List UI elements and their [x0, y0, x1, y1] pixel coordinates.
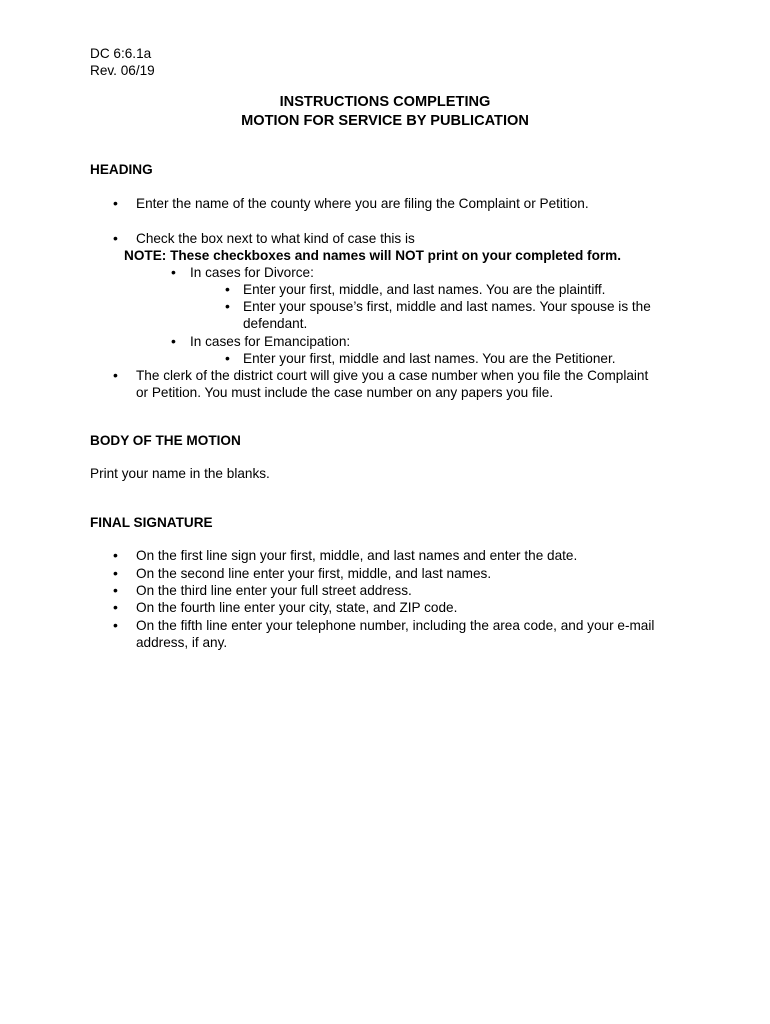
title-line-2: MOTION FOR SERVICE BY PUBLICATION: [241, 113, 529, 129]
section-signature-title: FINAL SIGNATURE: [90, 515, 213, 530]
title-line-1: INSTRUCTIONS COMPLETING: [279, 94, 491, 110]
divorce-label: In cases for Divorce:: [190, 265, 314, 280]
signature-item-fourth-line: On the fourth line enter your city, state, and ZIP code.: [136, 600, 458, 615]
signature-item-fifth-line-1: On the fifth line enter your telephone number, including the area code, and your e-mail: [136, 618, 655, 633]
form-code-block: [90, 45, 155, 79]
case-number-line-2: or Petition. You must include the case number on any papers you file.: [136, 385, 554, 400]
bullet-icon: •: [113, 599, 118, 615]
bullet-icon: •: [171, 333, 176, 349]
heading-item-case-type: Check the box next to what kind of case this is: [136, 231, 415, 246]
bullet-icon: •: [113, 582, 118, 598]
bullet-icon: •: [225, 281, 230, 297]
signature-item-second-line: On the second line enter your first, middle, and last names.: [136, 566, 492, 581]
bullet-icon: •: [225, 350, 230, 366]
divorce-item-plaintiff: Enter your first, middle, and last names. You are the plaintiff.: [243, 282, 606, 297]
revision-date: Rev. 06/19: [90, 63, 155, 78]
heading-item-county: Enter the name of the county where you are filing the Complaint or Petition.: [136, 196, 589, 211]
divorce-item-defendant-line-1: Enter your spouse’s first, middle and last names. Your spouse is the: [243, 299, 651, 314]
bullet-icon: •: [113, 367, 118, 383]
form-code: DC 6:6.1a: [90, 46, 152, 61]
divorce-item-defendant-line-2: defendant.: [243, 316, 308, 331]
bullet-icon: •: [113, 547, 118, 563]
note-text: NOTE: These checkboxes and names will NOT print on your completed form.: [124, 248, 622, 263]
bullet-icon: •: [113, 195, 118, 211]
signature-item-third-line: On the third line enter your full street address.: [136, 583, 412, 598]
bullet-icon: •: [113, 230, 118, 246]
bullet-icon: •: [225, 298, 230, 314]
section-heading-title: HEADING: [90, 162, 153, 177]
emancipation-label: In cases for Emancipation:: [190, 334, 351, 349]
signature-item-fifth-line-2: address, if any.: [136, 635, 228, 650]
section-body-title: BODY OF THE MOTION: [90, 433, 241, 448]
bullet-icon: •: [171, 264, 176, 280]
body-instruction: Print your name in the blanks.: [90, 466, 270, 481]
emancipation-item-petitioner: Enter your first, middle and last names. You are the Petitioner.: [243, 351, 616, 366]
bullet-icon: •: [113, 617, 118, 633]
signature-item-first-line: On the first line sign your first, middle, and last names and enter the date.: [136, 548, 578, 563]
document-title: [0, 93, 770, 131]
case-number-line-1: The clerk of the district court will give you a case number when you file the Complaint: [136, 368, 649, 383]
bullet-icon: •: [113, 565, 118, 581]
